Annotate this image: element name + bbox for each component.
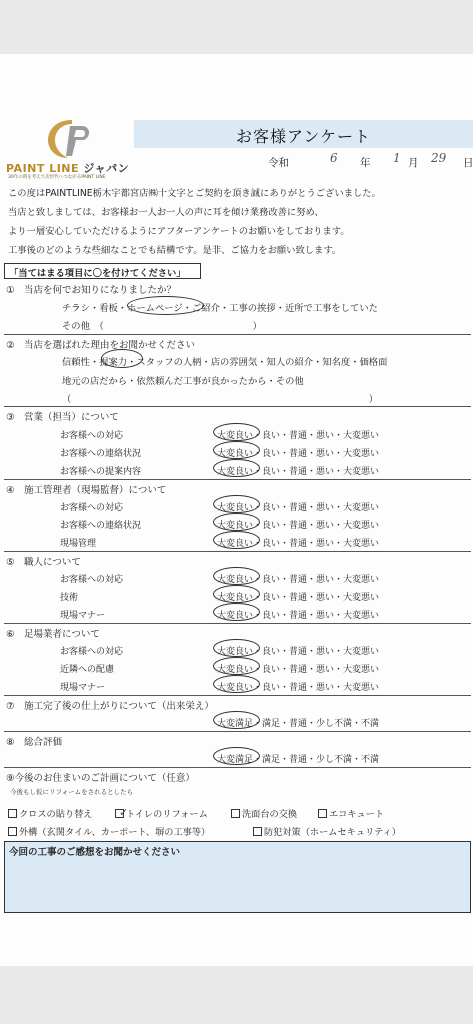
q6-item: お客様への対応 [60,647,124,657]
page-title: お客様アンケート [235,127,372,146]
option-cross[interactable]: クロスの貼り替え [8,806,93,820]
q6-label: ⑥ 足場業者について [6,629,100,640]
q3-item: お客様への連絡状況 [60,449,142,459]
rating-scale: 大変良い・良い・普通・悪い・大変悪い [217,575,380,585]
q5-item: お客様への対応 [60,575,124,585]
handwritten-circle [213,585,260,603]
q1-label: ① 当店を何でお知りになりましたか？ [6,285,177,296]
satisfaction-scale: 大変満足・満足・普通・少し不満・不満 [217,755,380,765]
checkbox[interactable] [318,809,327,818]
brand-name: PAINT LINE ジャパン [6,162,130,175]
q3-item: お客様への対応 [60,431,124,441]
rating-scale: 大変良い・良い・普通・悪い・大変悪い [217,539,380,549]
rating-scale: 大変良い・良い・普通・悪い・大変悪い [217,449,380,459]
handwritten-circle [213,747,260,765]
checkbox[interactable] [8,809,17,818]
handwritten-circle [213,441,260,459]
handwritten-circle [127,296,204,315]
intro-line: この度はPAINTLINE栃木宇都宮店㈱十文字とご契約を頂き誠にありがとうございました。 [8,188,381,199]
brand-logo [6,118,132,184]
q2-options-2: 地元の店だから・依然頼んだ工事が良かったから・その他 [62,376,304,387]
handwritten-circle [101,349,143,368]
option-exterior[interactable]: 外構（玄関タイル、カーポート、塀の工事等） [8,824,210,838]
option-toilet[interactable]: トイレのリフォーム [115,806,208,820]
satisfaction-scale: 大変満足・満足・普通・少し不満・不満 [217,719,380,729]
logo-emblem-icon [42,118,94,160]
q2-label: ② 当店を選ばれた理由をお聞かせください [6,340,196,351]
divider [4,767,471,768]
date-day-value: 29 [431,151,447,165]
q6-item: 近隣への配慮 [60,665,115,675]
intro-line: より一層安心していただけるようにアフターアンケートのお願いをしております。 [8,226,350,237]
intro-line: 工事後のどのような些細なことでも結構です。是非、ご協力をお願い致します。 [8,245,342,256]
date-month-label: 月 [408,157,419,169]
option-ecocute[interactable]: エコキュート [318,806,384,820]
checkbox[interactable] [8,827,17,836]
q9-label: ⑨今後のお住まいのご計画について（任意） [6,773,195,784]
rating-scale: 大変良い・良い・普通・悪い・大変悪い [217,521,380,531]
rating-scale: 大変良い・良い・普通・悪い・大変悪い [217,665,380,675]
q8-label: ⑧ 総合評価 [6,737,63,748]
q4-item: お客様への連絡状況 [60,521,142,531]
q2-other: （ ） [62,394,379,405]
q4-item: お客様への対応 [60,503,124,513]
q9-note: 今後もし仮にリフォームをされるとしたら [10,788,134,796]
handwritten-circle [213,639,260,657]
handwritten-circle [213,603,260,621]
date-day-label: 日 [463,157,473,169]
divider [4,406,471,407]
brand-tagline: 30年の時を考えて次世代へつながるPAINT LINE [8,175,106,180]
divider [4,623,471,624]
divider [4,695,471,696]
handwritten-circle [213,531,260,549]
handwritten-circle [213,567,260,585]
divider [4,479,471,480]
comment-box[interactable] [4,841,471,913]
intro-line: 当店と致しましては、お客様お一人お一人の声に耳を傾け業務改善に努め、 [8,207,324,218]
date-month-value: 1 [393,151,401,165]
q3-label: ③ 営業（担当）について [6,412,119,423]
divider [4,334,471,335]
rating-scale: 大変良い・良い・普通・悪い・大変悪い [217,611,380,621]
instruction-box: 「当てはまる項目に〇を付けてください」 [4,263,201,279]
handwritten-circle [213,423,260,441]
handwritten-circle [213,459,260,477]
q1-other: その他 （ ） [62,321,262,332]
rating-scale: 大変良い・良い・普通・悪い・大変悪い [217,647,380,657]
handwritten-circle [213,711,260,729]
q6-item: 現場マナー [60,683,106,693]
q3-item: お客様への提案内容 [60,467,142,477]
date-year-label: 年 [360,157,371,169]
rating-scale: 大変良い・良い・普通・悪い・大変悪い [217,503,380,513]
q5-label: ⑤ 職人について [6,557,81,568]
q5-item: 技術 [60,593,79,603]
q4-item: 現場管理 [60,539,97,549]
q4-label: ④ 施工管理者（現場監督）について [6,485,167,496]
divider [4,731,471,732]
date-era: 令和 [268,157,289,169]
check-mark-icon: ✓ [119,806,129,819]
q5-item: 現場マナー [60,611,106,621]
divider [4,551,471,552]
rating-scale: 大変良い・良い・普通・悪い・大変悪い [217,683,380,693]
q1-options: チラシ・看板・ホームページ・ご紹介・工事の挨拶・近所で工事をしていた [62,303,378,314]
handwritten-circle [213,657,260,675]
rating-scale: 大変良い・良い・普通・悪い・大変悪い [217,467,380,477]
checkbox[interactable] [253,827,262,836]
q7-label: ⑦ 施工完了後の仕上がりについて（出来栄え） [6,701,214,712]
rating-scale: 大変良い・良い・普通・悪い・大変悪い [217,593,380,603]
handwritten-circle [213,495,260,513]
date-year-value: 6 [330,151,338,165]
handwritten-circle [213,675,260,693]
option-security[interactable]: 防犯対策（ホームセキュリティ） [253,824,401,838]
rating-scale: 大変良い・良い・普通・悪い・大変悪い [217,431,380,441]
comment-label: 今回の工事のご感想をお聞かせください [9,847,181,858]
handwritten-circle [213,513,260,531]
title-banner [134,120,473,148]
checkbox[interactable] [231,809,240,818]
option-washbasin[interactable]: 洗面台の交換 [231,806,297,820]
q2-options: 信頼性・提案力・スタッフの人柄・店の雰囲気・知人の紹介・知名度・価格面 [62,357,388,368]
